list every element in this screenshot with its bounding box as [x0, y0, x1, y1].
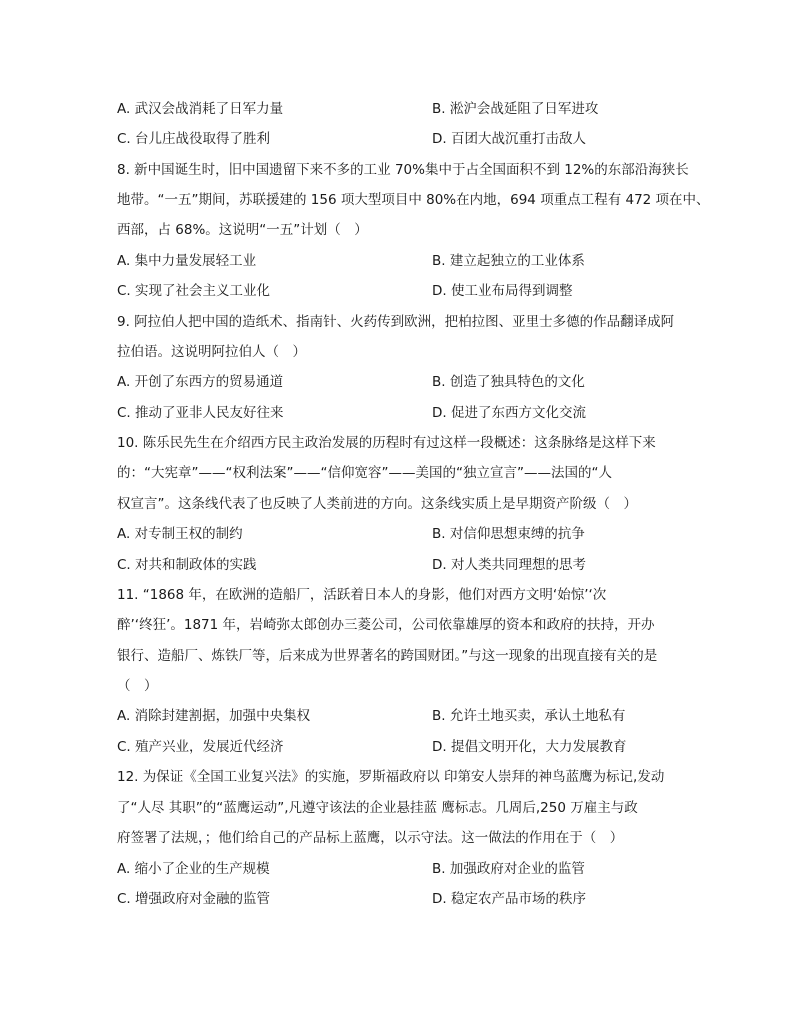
q12-option-c[interactable]: C. 增强政府对金融的监管	[117, 891, 271, 907]
q10-stem-line-2: 的：“大宪章”——“权利法案”——“信仰宽容”——美国的“独立宣言”——法国的“人	[117, 465, 612, 481]
q8-option-b[interactable]: B. 建立起独立的工业体系	[432, 253, 585, 269]
q11-stem-line-2: 醉’‘终狂’。1871 年，岩崎弥太郎创办三菱公司，公司依靠雄厚的资本和政府的扶持，开办	[117, 617, 655, 633]
q8-option-d[interactable]: D. 使工业布局得到调整	[432, 283, 573, 299]
q11-stem-line-3: 银行、造船厂、炼铁厂等，后来成为世界著名的跨国财团。”与这一现象的出现直接有关的是	[117, 648, 658, 664]
q8-stem-line-3: 西部，占 68%。这说明“一五”计划（ ）	[117, 222, 368, 238]
q11-stem-line-1: 11. “1868 年，在欧洲的造船厂，活跃着日本人的身影，他们对西方文明‘始惊’‘次	[117, 587, 607, 603]
q8-option-a[interactable]: A. 集中力量发展轻工业	[117, 253, 257, 269]
q11-option-d[interactable]: D. 提倡文明开化，大力发展教育	[432, 739, 627, 755]
q9-option-c[interactable]: C. 推动了亚非人民友好往来	[117, 405, 284, 421]
q12-option-b[interactable]: B. 加强政府对企业的监管	[432, 861, 585, 877]
q10-option-c[interactable]: C. 对共和制政体的实践	[117, 557, 257, 573]
q12-option-d[interactable]: D. 稳定农产品市场的秩序	[432, 891, 586, 907]
q12-option-a[interactable]: A. 缩小了企业的生产规模	[117, 861, 270, 877]
q10-stem-line-1: 10. 陈乐民先生在介绍西方民主政治发展的历程时有过这样一段概述：这条脉络是这样下来	[117, 435, 656, 451]
q11-option-c[interactable]: C. 殖产兴业，发展近代经济	[117, 739, 284, 755]
q8-stem-line-1: 8. 新中国诞生时，旧中国遗留下来不多的工业 70%集中于占全国面积不到 12%的东部沿海狭长	[117, 162, 689, 178]
q12-stem-line-3: 府签署了法规，；他们给自己的产品标上蓝鹰，以示守法。这一做法的作用在于（ ）	[117, 830, 624, 846]
q9-option-d[interactable]: D. 促进了东西方文化交流	[432, 405, 586, 421]
q7-option-c[interactable]: C. 台儿庄战役取得了胜利	[117, 131, 271, 147]
q11-stem-line-4: （ ）	[117, 678, 158, 694]
q12-stem-line-2: 了“人尽 其职”的“蓝鹰运动”,凡遵守该法的企业悬挂蓝 鹰标志。几周后,250 万雇主与政	[117, 800, 638, 816]
q10-stem-line-3: 权宣言”。这条线代表了也反映了人类前进的方向。这条线实质上是早期资产阶级（ ）	[117, 496, 637, 512]
q10-option-d[interactable]: D. 对人类共同理想的思考	[432, 557, 586, 573]
q9-option-a[interactable]: A. 开创了东西方的贸易通道	[117, 374, 284, 390]
q11-option-a[interactable]: A. 消除封建割据，加强中央集权	[117, 708, 311, 724]
q10-option-b[interactable]: B. 对信仰思想束缚的抗争	[432, 526, 585, 542]
q12-stem-line-1: 12. 为保证《全国工业复兴法》的实施，罗斯福政府以 印第安人崇拜的神鸟蓝鹰为标记,发动	[117, 769, 665, 785]
q9-option-b[interactable]: B. 创造了独具特色的文化	[432, 374, 585, 390]
q10-option-a[interactable]: A. 对专制王权的制约	[117, 526, 243, 542]
q8-option-c[interactable]: C. 实现了社会主义工业化	[117, 283, 271, 299]
q7-option-d[interactable]: D. 百团大战沉重打击敌人	[432, 131, 586, 147]
q11-option-b[interactable]: B. 允许土地买卖，承认土地私有	[432, 708, 626, 724]
q9-stem-line-1: 9. 阿拉伯人把中国的造纸术、指南针、火药传到欧洲，把柏拉图、亚里士多德的作品翻译成阿	[117, 314, 675, 330]
q7-option-b[interactable]: B. 淞沪会战延阻了日军进攻	[432, 101, 599, 117]
q9-stem-line-2: 拉伯语。这说明阿拉伯人（ ）	[117, 344, 306, 360]
q7-option-a[interactable]: A. 武汉会战消耗了日军力量	[117, 101, 284, 117]
q8-stem-line-2: 地带。“一五”期间，苏联援建的 156 项大型项目中 80%在内地，694 项重点工程有 472 项在中、	[117, 192, 710, 208]
